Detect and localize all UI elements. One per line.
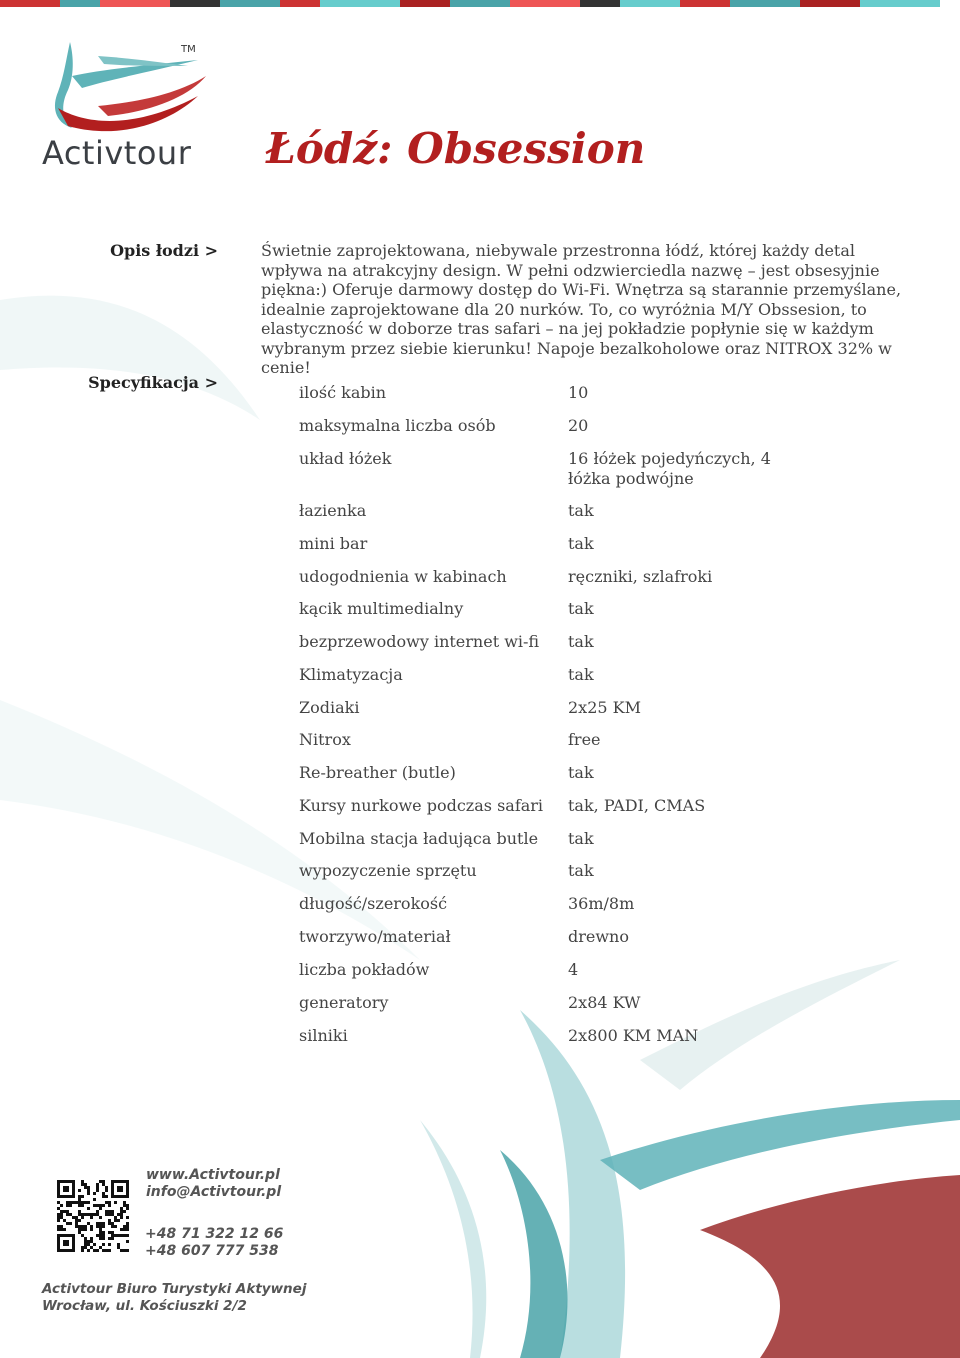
spec-key: kącik multimedialny: [299, 599, 464, 618]
spec-key: długość/szerokość: [299, 894, 448, 913]
spec-row: [299, 567, 819, 587]
spec-value: 4: [568, 960, 579, 979]
spec-key: Klimatyzacja: [299, 665, 403, 684]
logo-text: Activtour: [42, 134, 192, 172]
spec-row: [299, 796, 819, 816]
spec-value: tak: [568, 632, 594, 651]
spec-key: silniki: [299, 1026, 348, 1045]
spec-value: drewno: [568, 927, 629, 946]
spec-row: [299, 665, 819, 685]
spec-key: tworzywo/materiał: [299, 927, 451, 946]
spec-key: układ łóżek: [299, 449, 392, 468]
spec-key: bezprzewodowy internet wi-fi: [299, 632, 540, 651]
spec-row: [299, 632, 819, 652]
spec-key: ilość kabin: [299, 383, 387, 402]
phone-1: +48 71 322 12 66: [145, 1226, 284, 1242]
spec-row: [299, 599, 819, 619]
description-label: Opis łodzi >: [110, 241, 218, 260]
phone-2: +48 607 777 538: [145, 1243, 279, 1259]
spec-key: liczba pokładów: [299, 960, 430, 979]
spec-value: tak: [568, 534, 594, 553]
spec-row: [299, 894, 819, 914]
spec-row: [299, 829, 819, 849]
page-title: Łódź: Obsession: [266, 124, 646, 173]
spec-row: [299, 449, 819, 489]
spec-row: [299, 763, 819, 783]
spec-key: udogodnienia w kabinach: [299, 567, 507, 586]
spec-value: tak: [568, 665, 594, 684]
spec-row: [299, 383, 819, 403]
spec-row: [299, 993, 819, 1013]
spec-key: maksymalna liczba osób: [299, 416, 496, 435]
spec-value: 10: [568, 383, 589, 402]
spec-key: Kursy nurkowe podczas safari: [299, 796, 544, 815]
spec-row: [299, 1026, 819, 1046]
spec-value: free: [568, 730, 601, 749]
spec-key: generatory: [299, 993, 389, 1012]
spec-value: 36m/8m: [568, 894, 635, 913]
spec-key: Zodiaki: [299, 698, 360, 717]
spec-value: tak: [568, 829, 594, 848]
company-block: [42, 1281, 306, 1315]
spec-value: tak: [568, 501, 594, 520]
spec-row: [299, 534, 819, 554]
spec-value: ręczniki, szlafroki: [568, 567, 713, 586]
website-link[interactable]: www.Activtour.pl: [146, 1167, 280, 1183]
spec-value: tak: [568, 861, 594, 880]
spec-row: [299, 960, 819, 980]
spec-row: [299, 416, 819, 436]
spec-key: mini bar: [299, 534, 368, 553]
spec-value: 2x84 KW: [568, 993, 641, 1012]
spec-value: 2x25 KM: [568, 698, 641, 717]
description-text: Świetnie zaprojektowana, niebywale przestronna łódź, której każdy detal wpływa na atrakcyjny design. W pełni odzwierciedla nazwę – jest obsesyjnie piękna:) Oferuje darmowy dostęp do Wi-Fi. Wnętrza są starannie przemyślane, idealnie zaprojektowane dla 20 nurków. To, co wyróżnia M/Y Obssesion, to elastyczność w doborze tras safari – na jej pokładzie popłynie się w każdym wybranym przez siebie kierunku! Napoje bezalkoholowe oraz NITROX 32% w cenie!: [261, 241, 902, 377]
spec-row: [299, 501, 819, 521]
spec-label: Specyfikacja >: [88, 373, 218, 392]
trademark-symbol: TM: [181, 44, 196, 55]
company-address: Wrocław, ul. Kościuszki 2/2: [42, 1298, 247, 1314]
spec-key: wypozyczenie sprzętu: [299, 861, 477, 880]
spec-value: tak: [568, 763, 594, 782]
spec-value: 2x800 KM MAN: [568, 1026, 699, 1045]
spec-value: tak, PADI, CMAS: [568, 796, 706, 815]
spec-row: [299, 861, 819, 881]
spec-row: [299, 927, 819, 947]
spec-value: 16 łóżek pojedyńczych, 4 łóżka podwójne: [568, 449, 771, 488]
spec-row: [299, 730, 819, 750]
spec-value: tak: [568, 599, 594, 618]
qr-code-icon: [57, 1180, 129, 1252]
spec-key: łazienka: [299, 501, 367, 520]
spec-key: Mobilna stacja ładująca butle: [299, 829, 539, 848]
email-link[interactable]: info@Activtour.pl: [146, 1184, 282, 1200]
company-name: Activtour Biuro Turystyki Aktywnej: [42, 1281, 307, 1297]
spec-key: Nitrox: [299, 730, 351, 749]
spec-key: Re-breather (butle): [299, 763, 456, 782]
spec-value: 20: [568, 416, 589, 435]
spec-row: [299, 698, 819, 718]
